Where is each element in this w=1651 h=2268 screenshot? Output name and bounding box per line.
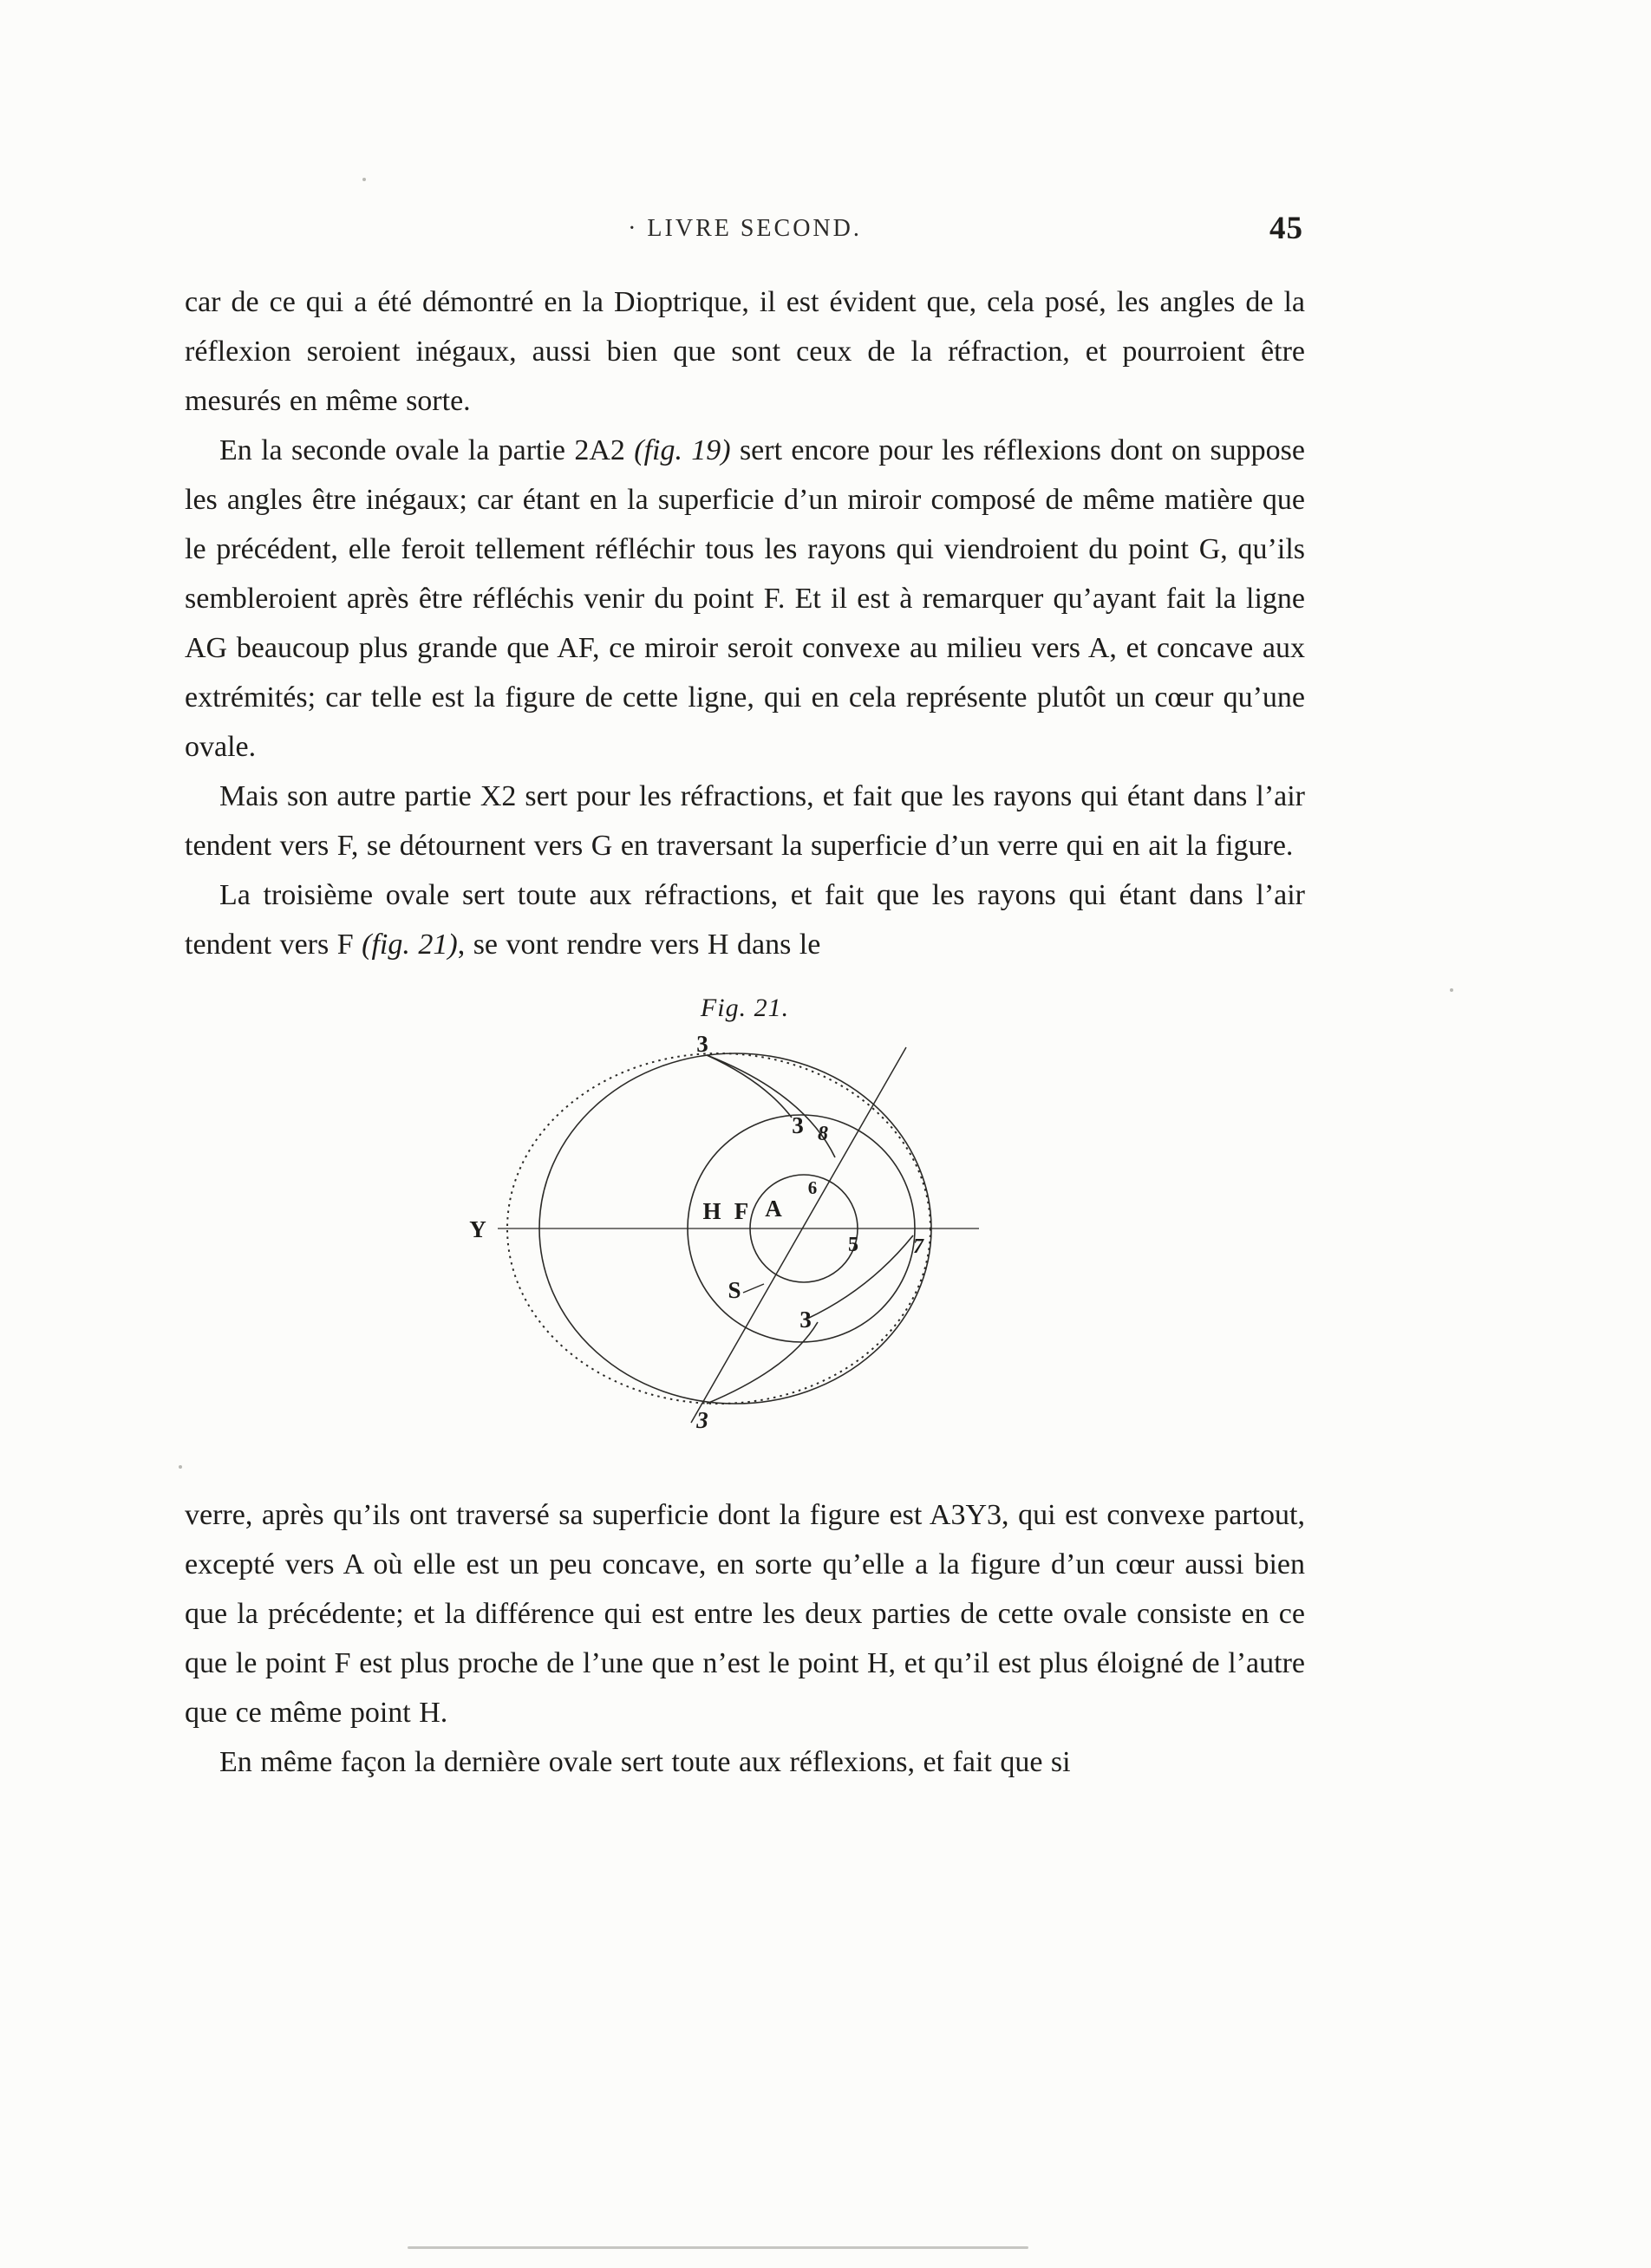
upper-arc-long (707, 1055, 835, 1157)
label-H: H (702, 1198, 721, 1224)
label-3-top: 3 (696, 1036, 708, 1057)
text-run: Mais son autre partie X2 sert pour les réfractions, et fait que les rayons qui étant dans l’air tendent vers F, se détournent vers G en traversant la superficie d’un verre qui en ait la figure. (185, 780, 1305, 862)
text-run: sert encore pour les réflexions dont on suppose les angles être inégaux; car étant en la superficie d’un miroir composé de même matière que le précédent, elle feroit tellement réfléchir tous les rayons qui viendroient du point G, qu’ils sembleroient après être réfléchis venir du point F. Et il est à remarquer qu’ayant fait la ligne AG beaucoup plus grande que AF, ce miroir seroit convexe au milieu vers A, et concave aux extrémités; car telle est la figure de cette ligne, qui en cela représente plutôt un cœur qu’une ovale. (185, 434, 1305, 763)
text-run: verre, après qu’ils ont traversé sa superficie dont la figure est A3Y3, qui est convexe partout, excepté vers A où elle est un peu concave, en sorte qu’elle a la figure d’un cœur aussi bien que la précédente; et la différence qui est entre les deux parties de cette ovale consiste en ce que le point F est plus proche de l’une que n’est le point H, et qu’il est plus éloigné de l’autre que ce même point H. (185, 1499, 1305, 1729)
figure-curves (498, 1047, 979, 1423)
italic-run: (fig. 21) (362, 929, 458, 961)
paragraph (185, 277, 1305, 426)
label-5: 5 (848, 1234, 858, 1256)
label-3-upper: 3 (792, 1112, 804, 1138)
scan-speck (1450, 988, 1453, 992)
slant-line (691, 1047, 906, 1423)
lower-arc-short (707, 1322, 818, 1404)
label-A: A (765, 1196, 782, 1222)
text-run: La troisième ovale sert toute aux réfractions, et fait que les rayons qui étant dans l’air tendent vers F (185, 879, 1305, 961)
label-8: 8 (818, 1123, 828, 1145)
figure-caption: Fig. 21. (700, 994, 790, 1022)
text-before-figure (185, 277, 1305, 969)
figure-labels (469, 1036, 924, 1433)
paragraph (185, 1737, 1305, 1787)
running-title: · LIVRE SECOND. (628, 215, 862, 242)
text-after-figure (185, 1490, 1305, 1787)
label-7: 7 (913, 1235, 923, 1258)
paragraph (185, 426, 1305, 772)
text-run: , se vont rendre vers H dans le (457, 929, 821, 961)
paragraph (185, 1490, 1305, 1737)
label-S: S (728, 1277, 741, 1303)
text-column (185, 277, 1305, 1787)
text-run: En même façon la dernière ovale sert toute aux réflexions, et fait que si (219, 1746, 1071, 1778)
label-3-lower: 3 (799, 1307, 812, 1333)
upper-arc-short (707, 1055, 792, 1118)
italic-run: (fig. 19) (634, 434, 731, 466)
label-F: F (734, 1198, 749, 1224)
text-run: En la seconde ovale la partie 2A2 (219, 434, 635, 466)
paragraph (185, 870, 1305, 969)
scan-edge-artifact (408, 2246, 1028, 2249)
page-header (185, 211, 1305, 253)
scan-speck (362, 178, 366, 181)
page-number: 45 (1269, 211, 1303, 246)
paragraph (185, 772, 1305, 870)
figure-21 (185, 983, 1305, 1442)
label-Y: Y (469, 1216, 486, 1242)
label-6: 6 (807, 1177, 818, 1198)
lower-arc-long (807, 1235, 913, 1319)
scan-speck (179, 1465, 182, 1469)
label-3-bottom: 3 (696, 1407, 708, 1433)
figure-21-diagram (459, 1036, 1031, 1442)
text-run: car de ce qui a été démontré en la Dioptrique, il est évident que, cela posé, les angles de la réflexion seroient inégaux, aussi bien que sont ceux de la réfraction, et pourroient être mesurés en même sorte. (185, 286, 1305, 417)
s-tick (743, 1284, 764, 1293)
